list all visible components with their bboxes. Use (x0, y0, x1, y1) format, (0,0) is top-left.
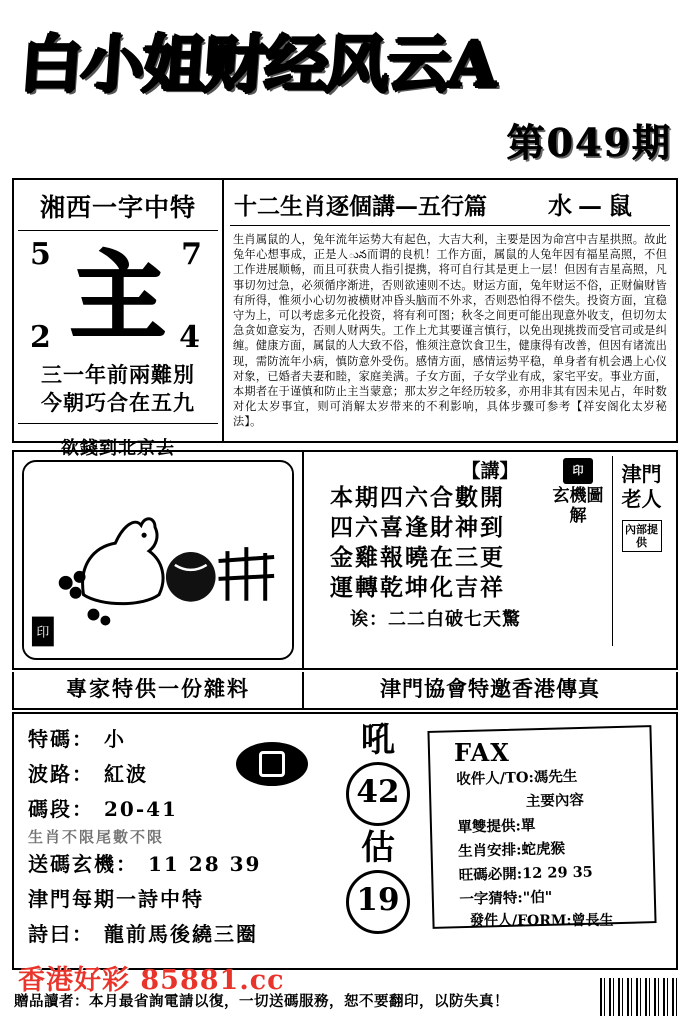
strip-left-label: 專家特供一份雜料 (14, 672, 304, 708)
poem-heading: 【講】 (461, 460, 519, 482)
laoren-column (612, 456, 670, 646)
tip-poem-row (28, 917, 358, 952)
tip-row-4 (28, 847, 358, 882)
issue-number: 第049期 (506, 120, 672, 165)
lucky-verse-line-2: 今朝巧合在五九 (41, 390, 195, 415)
tip-value-2: 紅波 (104, 762, 148, 786)
lucky-number-column (332, 720, 424, 936)
tip-row-3 (28, 792, 358, 827)
tip-poem-value: 龍前馬後繞三圈 (104, 922, 258, 946)
fax-title: FAX (454, 738, 510, 767)
footer-note: 贈品讀者：本月最省詢電請以復，一切送碼服務，恕不要翻印，以防失真！ (14, 993, 509, 1010)
fax-line-2: 生肖安排:蛇虎猴 (457, 840, 566, 860)
fax-line-1: 單雙提供:單 (457, 816, 536, 836)
fax-line-3: 旺碼必開:12 29 35 (458, 863, 593, 884)
tip-label-1: 特碼： (28, 727, 94, 751)
lucky-foot-text: 欲錢到北京去 (61, 438, 175, 459)
svg-text:印: 印 (36, 625, 50, 641)
xuanji-label: 玄機圖解 (552, 486, 604, 526)
illustration-frame (22, 460, 294, 660)
top-band (12, 178, 678, 459)
tip-label-2: 波路： (28, 762, 94, 786)
tip-value-3: 20-41 (104, 797, 178, 821)
lucky-word-panel (14, 180, 224, 459)
xuanji-column (552, 458, 604, 526)
fax-content (456, 763, 656, 912)
turtle-emblem-icon (236, 742, 308, 786)
tip-row-hidden: 生肖不限尾數不限 (28, 828, 165, 846)
fax-block (430, 728, 662, 944)
lucky-word-title: 湘西一字中特 (39, 193, 196, 222)
zodiac-title: 十二生肖逐個講—五行篇 (234, 193, 487, 220)
tips-list (14, 714, 358, 952)
strip-right-label: 津門協會特邀香港傳真 (380, 676, 600, 701)
tip-label-3: 碼段： (28, 797, 94, 821)
zodiac-header (224, 180, 676, 223)
laoren-label: 津門老人 (621, 462, 662, 511)
fax-line-4: 一字猜特:"伯" (459, 888, 553, 908)
lucky-number-bottom-left: 2 (30, 320, 51, 355)
illustration-cell (14, 452, 304, 668)
lucky-char-bottom: 估 (361, 828, 395, 868)
poem-footer-line: 诶：二二白破七天驚 (350, 609, 521, 630)
fax-from: 發件人/FORM:曾長生 (470, 913, 614, 929)
tip-value-4: 11 28 39 (148, 852, 262, 876)
middle-band (12, 450, 678, 670)
fax-to: 收件人/TO:馮先生 (456, 767, 578, 788)
lucky-char-top: 吼 (361, 720, 395, 760)
lucky-number-top-right: 7 (181, 237, 202, 272)
tip-row-2 (28, 757, 358, 792)
zodiac-body-text: 生肖属鼠的人，兔年流年运势大有起色，大吉大利，主要是因为命宫中吉星拱照。故此兔年心想事成，正是人ున而谓的良机！工作方面，属鼠的人兔年因有福星高照，不但工作进展顺畅，而且可获贵人指引提携，将可自行其是更上一层！但因有吉星高照，凡事切勿过急，必须循序渐进，否则欲速则不达。财运方面，兔年财运不俗，正财偏财皆有所得，惟须小心切勿被横财冲昏头脑而不外求，否则恐怕得不偿失。投资方面，宜稳守为上，可以考虑多元化投资，将有利可图；秋冬之间更可能出现意外收支，但切勿太急贪如意妄为，否则人财两失。工作上尤其要谨言慎行，以免出现挑拨而受官司或是纠缠。健康方面，属鼠的人大致不俗，惟须注意饮食卫生，健康得有改善，但因有诸流出现，需防流年小病，慎防意外受伤。感情方面，感情运势平稳，单身者有机会遇上心仪对象，已婚者夫妻和睦，家庭美满。子女方面，子女学业有成，家宅平安。事业方面，本期者在于谨慎和防止主当蒙意；那太岁之年经历较多，亦用非其有因未见占，年时数对化太岁事宜，则可消解太岁带来的不利影响，具体步骤可参考【祥安阁化太岁秘法】。 (233, 233, 667, 429)
zodiac-article (224, 180, 676, 441)
poem-cell (304, 452, 676, 668)
seal-icon: 印 (563, 458, 593, 484)
poem-line-3: 金雞報曉在三更 (330, 544, 505, 571)
lucky-number-top-left: 5 (30, 237, 51, 272)
watermark: 香港好彩 85881.cc (18, 965, 285, 996)
page-title: 白小姐财经风云A (17, 28, 499, 101)
tip-phrase: 津門每期一詩中特 (28, 887, 204, 911)
bottom-band (12, 712, 678, 970)
fax-subject: 主要內容 (525, 791, 585, 811)
tip-row-1 (28, 722, 358, 757)
poem-line-4: 運轉乾坤化吉祥 (330, 574, 505, 601)
poem-line-1: 本期四六合數開 (330, 484, 505, 511)
tip-label-4: 送碼玄機： (28, 852, 138, 876)
poem-line-2: 四六喜逢財神到 (330, 514, 505, 541)
section-strip (12, 672, 678, 710)
barcode (600, 978, 678, 1016)
masthead (17, 22, 680, 112)
lucky-number-bottom-right: 4 (179, 320, 200, 355)
zodiac-subtitle: 水—鼠 (548, 191, 638, 220)
rabbit-illustration-icon (24, 462, 292, 658)
lucky-ball-top: 42 (346, 762, 410, 826)
lucky-verse-line-1: 三一年前兩難別 (41, 362, 195, 387)
tip-poem-label: 詩曰： (28, 922, 94, 946)
tip-value-1: 小 (104, 727, 126, 751)
lucky-ball-bottom: 19 (346, 870, 410, 934)
lucky-word-grid (14, 231, 222, 361)
lucky-big-character: 主 (70, 240, 166, 353)
laoren-stamp: 內部提供 (622, 520, 662, 552)
